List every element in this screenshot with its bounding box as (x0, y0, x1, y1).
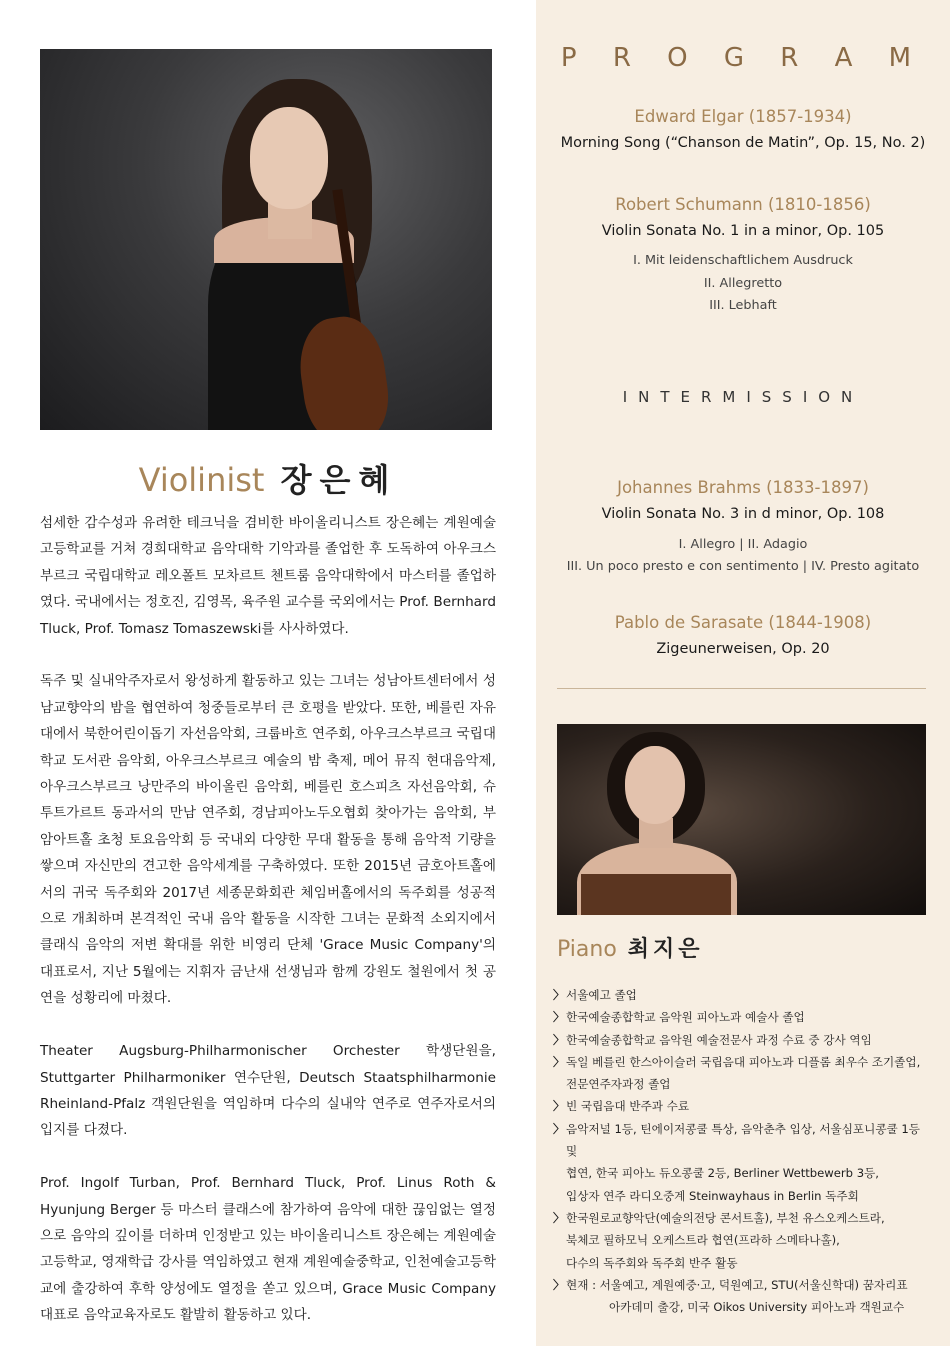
violinist-bio (40, 510, 496, 1355)
pianist-career-list (553, 984, 933, 1318)
composer-brahms: Johannes Brahms (1833-1897) (617, 478, 869, 497)
list-item: 〉 한국원로교향악단(예술의전당 콘서트홀), 부천 유스오케스트라, 북체코 필하모닉 오케스트라 협연(프라하 스메타나홀), 다수의 독주회와 독주회 반주 활동 (553, 1207, 933, 1274)
divider (557, 688, 926, 689)
composer-sarasate: Pablo de Sarasate (1844-1908) (614, 613, 872, 632)
bio-paragraph: Theater Augsburg-Philharmonischer Orchester 학생단원을, Stuttgarter Philharmoniker 연수단원, Deutsch Staatsphilharmonie Rheinland-Pfalz 객원단원을 역임하며 다수의 실내악 연주로 연주자로서의 입지를 다졌다. (40, 1043, 496, 1139)
list-item: 〉 음악저널 1등, 틴에이저콩쿨 특상, 음악춘추 입상, 서울심포니콩쿨 1등 및 협연, 한국 피아노 듀오콩쿨 2등, Berliner Wettbewerb 3등, 입상자 연주 라디오중계 Steinwayhaus in Berlin 독주회 (553, 1118, 933, 1207)
bio-paragraph: Prof. Ingolf Turban, Prof. Bernhard Tluck, Prof. Linus Roth & Hyunjung Berger 등 마스터 클래스에 참가하여 음악에 대한 끊임없는 열정으로 음악의 깊이를 더하며 인정받고 있는 바이올리니스트 장은혜는 계원예술고등학교, 영재학급 강사를 역임하였고 현재 계원예술중학교, 인천예술고등학교에 출강하여 후학 양성에도 열정을 쏟고 있으며, Grace Music Company 대표로 음악교육자로도 활발히 활동하고 있다. (40, 1175, 496, 1324)
list-item: 〉 서울예고 졸업 (553, 984, 933, 1006)
movement: I. Mit leidenschaftlichem Ausdruck (633, 253, 853, 268)
chevron-right-icon: 〉 (553, 1121, 565, 1136)
violinist-name: 장은혜 (280, 461, 398, 499)
pianist-name: 최지은 (627, 937, 704, 962)
bio-paragraph: 섬세한 감수성과 유려한 테크닉을 겸비한 바이올리니스트 장은혜는 계원예술고등학교를 거쳐 경희대학교 음악대학 기악과를 졸업한 후 도독하여 아우크스부르크 국립대학교 레오폴트 모차르트 첸트룸 음악대학에서 마스터를 졸업하였다. 국내에서는 정호진, 김영목, 육주원 교수를 국외에서는 Prof. Bernhard Tluck, Prof. Tomasz Tomaszewski를 사사하였다. (40, 515, 496, 637)
chevron-right-icon: 〉 (553, 988, 565, 1002)
program-title: P R O G R A M (560, 43, 926, 73)
movement: III. Lebhaft (709, 298, 777, 313)
composer-schumann: Robert Schumann (1810-1856) (615, 195, 871, 214)
movement: III. Un poco presto e con sentimento | IV. Presto agitato (566, 559, 920, 574)
chevron-right-icon: 〉 (553, 1054, 565, 1069)
bio-paragraph: 독주 및 실내악주자로서 왕성하게 활동하고 있는 그녀는 성남아트센터에서 성남교향악의 밤을 협연하여 청중들로부터 큰 호평을 받았다. 또한, 베를린 자유대에서 북한어린이돕기 자선음악회, 크룹바흐 연주회, 아우크스부르크 국립대학교 도서관 음악회, 아우크스부르크 예술의 밤 축제, 메어 뮤직 현대음악제, 아우크스부르크 낭만주의 바이올린 음악회, 베를린 호스피츠 자선음악회, 슈투트가르트 동과서의 만남 연주회, 경남피아노두오협회 찾아가는 음악회, 부암아트홀 초청 토요음악회 등 국내외 다양한 무대 활동을 통해 음악적 기량을 쌓으며 자신만의 견고한 음악세계를 구축하였다. 또한 2015년 금호아트홀에서의 귀국 독주회와 2017년 세종문화회관 체임버홀에서의 독주회를 성공적으로 개최하며 본격적인 국내 음악 활동을 시작한 그녀는 문화적 소외지에서 클래식 음악의 저변 확대를 위한 비영리 단체 'Grace Music Company'의 대표로서, 지난 5월에는 지휘자 금난새 선생님과 함께 강원도 철원에서 첫 공연을 성황리에 마쳤다. (40, 673, 496, 1007)
work-brahms: Violin Sonata No. 3 in d minor, Op. 108 (601, 506, 885, 522)
violinist-photo (40, 49, 492, 430)
pianist-photo (557, 724, 926, 915)
violinist-heading (0, 455, 536, 501)
pianist-heading (557, 932, 704, 963)
work-elgar: Morning Song (“Chanson de Matin”, Op. 15, No. 2) (560, 135, 926, 151)
violinist-role: Violinist (138, 461, 265, 499)
list-item: 〉 빈 국립음대 반주과 수료 (553, 1095, 933, 1117)
chevron-right-icon: 〉 (553, 1099, 565, 1114)
list-item: 〉 한국예술종합학교 음악원 예술전문사 과정 수료 중 강사 역임 (553, 1029, 933, 1051)
work-schumann: Violin Sonata No. 1 in a minor, Op. 105 (601, 223, 885, 239)
list-item: 〉 독일 베를린 한스아이슬러 국립음대 피아노과 디플롬 최우수 조기졸업, 전문연주자과정 졸업 (553, 1051, 933, 1096)
composer-elgar: Edward Elgar (1857-1934) (634, 107, 852, 126)
chevron-right-icon: 〉 (553, 1032, 565, 1047)
movement: I. Allegro | II. Adagio (678, 537, 808, 552)
list-item: 〉 현재 : 서울예고, 계원예중·고, 덕원예고, STU(서울신학대) 꿈자리표 아카데미 출강, 미국 Oikos University 피아노과 객원교수 (553, 1274, 933, 1319)
intermission-label: INTERMISSION (622, 388, 864, 406)
list-item: 〉 한국예술종합학교 음악원 피아노과 예술사 졸업 (553, 1006, 933, 1028)
chevron-right-icon: 〉 (553, 1277, 565, 1292)
pianist-role: Piano (557, 937, 617, 962)
movement: II. Allegretto (703, 276, 783, 291)
work-sarasate: Zigeunerweisen, Op. 20 (656, 641, 830, 657)
chevron-right-icon: 〉 (553, 1210, 565, 1225)
chevron-right-icon: 〉 (553, 1010, 565, 1025)
